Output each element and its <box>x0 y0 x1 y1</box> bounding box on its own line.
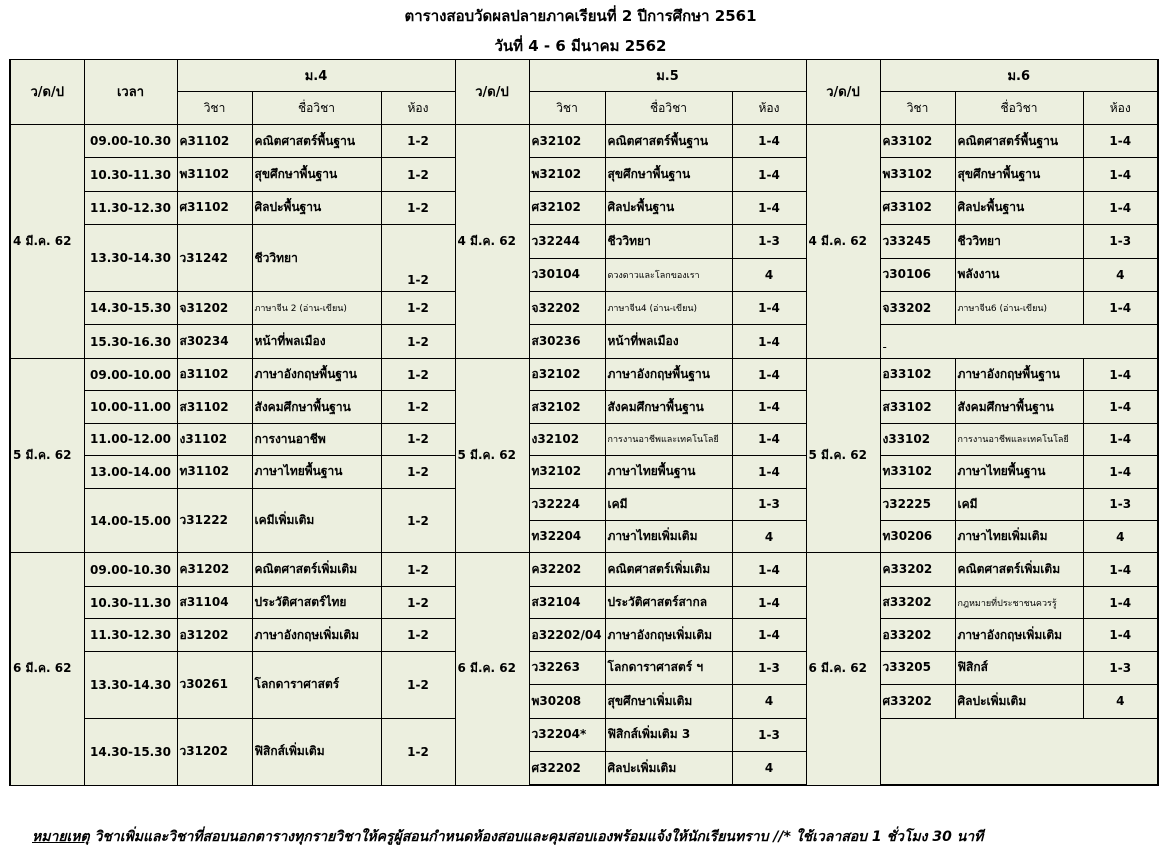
remark-text: วิชาเพิ่มและวิชาที่สอบนอกตารางทุกรายวิชาให้ครูผู้สอนกำหนดห้องสอบและคุมสอบเองพร้อมแจ้งให้นักเรียนทราบ //* ใช้เวลาสอบ 1 ชั่วโมง 30 นาที <box>89 829 984 845</box>
room-cell: 1-3 <box>1083 651 1158 684</box>
time-cell: 14.00-15.00 <box>84 488 177 553</box>
course-code: ว30104 <box>529 258 605 291</box>
day-cell: 6 มี.ค. 62 <box>806 553 880 785</box>
course-code: ว30106 <box>880 258 955 291</box>
course-code: จ32202 <box>529 292 605 325</box>
header-day: ว/ด/ป <box>10 60 84 125</box>
course-name: การงานอาชีพ <box>252 423 381 455</box>
header-m6: ม.6 <box>880 60 1158 92</box>
course-name: ประวัติศาสตร์ไทย <box>252 586 381 618</box>
course-code: ศ33202 <box>880 685 955 718</box>
course-code: พ30208 <box>529 685 605 718</box>
course-name: ศิลปะพื้นฐาน <box>252 191 381 224</box>
room-cell: 1-2 <box>381 225 455 292</box>
room-cell: 1-4 <box>732 423 806 455</box>
room-cell: 1-4 <box>732 586 806 618</box>
course-name: ภาษาอังกฤษพื้นฐาน <box>252 358 381 390</box>
room-cell: 4 <box>1083 521 1158 553</box>
course-code: ค32202 <box>529 553 605 586</box>
room-cell: 1-4 <box>1083 191 1158 224</box>
room-cell: 1-2 <box>381 586 455 618</box>
time-cell: 11.30-12.30 <box>84 191 177 224</box>
room-cell: 1-4 <box>1083 124 1158 157</box>
course-code: ว32225 <box>880 488 955 520</box>
course-code: ท32204 <box>529 521 605 553</box>
time-cell: 09.00-10.30 <box>84 553 177 586</box>
course-code: ง33102 <box>880 423 955 455</box>
header-code: วิชา <box>880 92 955 124</box>
course-name: การงานอาชีพและเทคโนโลยี <box>955 423 1083 455</box>
course-name: ภาษาไทยพื้นฐาน <box>605 456 732 488</box>
course-name: ภาษาอังกฤษเพิ่มเติม <box>252 619 381 651</box>
course-code: จ33202 <box>880 292 955 325</box>
room-cell: 1-4 <box>1083 456 1158 488</box>
room-cell: 1-3 <box>732 225 806 258</box>
day-cell: 6 มี.ค. 62 <box>455 553 529 785</box>
course-code: อ31202 <box>177 619 252 651</box>
room-cell: 1-4 <box>732 456 806 488</box>
course-code: ค32102 <box>529 124 605 157</box>
room-cell: 1-4 <box>1083 391 1158 423</box>
course-name: เคมี <box>605 488 732 520</box>
day-cell: 5 มี.ค. 62 <box>455 358 529 553</box>
course-name: ภาษาไทยเพิ่มเติม <box>955 521 1083 553</box>
day-cell: 5 มี.ค. 62 <box>806 358 880 553</box>
course-name: ศิลปะเพิ่มเติม <box>605 752 732 785</box>
course-code: ศ33102 <box>880 191 955 224</box>
header-name: ชื่อวิชา <box>605 92 732 124</box>
header-code: วิชา <box>529 92 605 124</box>
course-code: ท31102 <box>177 456 252 488</box>
course-name: คณิตศาสตร์พื้นฐาน <box>605 124 732 157</box>
header-m4: ม.4 <box>177 60 455 92</box>
header-name: ชื่อวิชา <box>955 92 1083 124</box>
room-cell: 1-2 <box>381 718 455 785</box>
header-room: ห้อง <box>381 92 455 124</box>
empty-slot <box>880 718 1158 785</box>
room-cell: 1-4 <box>1083 553 1158 586</box>
course-code: ส30236 <box>529 325 605 358</box>
header-day: ว/ด/ป <box>455 60 529 125</box>
course-name: คณิตศาสตร์เพิ่มเติม <box>955 553 1083 586</box>
course-code: ส33102 <box>880 391 955 423</box>
course-name: คณิตศาสตร์เพิ่มเติม <box>252 553 381 586</box>
room-cell: 1-2 <box>381 191 455 224</box>
course-code: ค33102 <box>880 124 955 157</box>
remark-note <box>32 826 1152 848</box>
course-name: คณิตศาสตร์เพิ่มเติม <box>605 553 732 586</box>
course-code: ว32224 <box>529 488 605 520</box>
course-name: กฎหมายที่ประชาชนควรรู้ <box>955 586 1083 618</box>
course-code: ส33202 <box>880 586 955 618</box>
course-name: โลกดาราศาสตร์ ฯ <box>605 651 732 684</box>
time-cell: 09.00-10.00 <box>84 358 177 390</box>
course-code: ส31104 <box>177 586 252 618</box>
day-cell: 5 มี.ค. 62 <box>10 358 84 553</box>
room-cell: 4 <box>1083 258 1158 291</box>
room-cell: 4 <box>732 752 806 785</box>
day-cell: 4 มี.ค. 62 <box>806 124 880 358</box>
course-name: พลังงาน <box>955 258 1083 291</box>
course-name: สุขศึกษาพื้นฐาน <box>955 158 1083 191</box>
course-code: ว32244 <box>529 225 605 258</box>
course-name: หน้าที่พลเมือง <box>605 325 732 358</box>
course-name: ภาษาไทยพื้นฐาน <box>955 456 1083 488</box>
course-code: ค33202 <box>880 553 955 586</box>
time-cell: 11.30-12.30 <box>84 619 177 651</box>
room-cell: 1-2 <box>381 325 455 358</box>
time-cell: 11.00-12.00 <box>84 423 177 455</box>
empty-slot-dash: - <box>880 325 1158 358</box>
course-code: พ33102 <box>880 158 955 191</box>
course-code: ค31102 <box>177 124 252 157</box>
course-name: ฟิสิกส์ <box>955 651 1083 684</box>
page-title: ตารางสอบวัดผลปลายภาคเรียนที่ 2 ปีการศึกษา 2561 <box>404 7 757 25</box>
course-code: อ33102 <box>880 358 955 390</box>
course-code: ท30206 <box>880 521 955 553</box>
course-name: คณิตศาสตร์พื้นฐาน <box>955 124 1083 157</box>
course-code: ค31202 <box>177 553 252 586</box>
course-code: จ31202 <box>177 292 252 325</box>
course-name: เคมีเพิ่มเติม <box>252 488 381 553</box>
room-cell: 4 <box>1083 685 1158 718</box>
room-cell: 4 <box>732 258 806 291</box>
course-name: ชีววิทยา <box>252 225 381 292</box>
course-name: สังคมศึกษาพื้นฐาน <box>605 391 732 423</box>
course-code: ศ32102 <box>529 191 605 224</box>
course-code: ส32102 <box>529 391 605 423</box>
room-cell: 1-2 <box>381 358 455 390</box>
course-code: อ32202/04 <box>529 619 605 651</box>
room-cell: 1-4 <box>732 191 806 224</box>
course-name: ภาษาอังกฤษพื้นฐาน <box>605 358 732 390</box>
course-code: ศ32202 <box>529 752 605 785</box>
room-cell: 1-4 <box>732 292 806 325</box>
room-cell: 1-3 <box>732 488 806 520</box>
course-name: ดวงดาวและโลกของเรา <box>605 258 732 291</box>
course-code: ว32204* <box>529 718 605 751</box>
room-cell: 1-4 <box>1083 292 1158 325</box>
course-name: ฟิสิกส์เพิ่มเติม 3 <box>605 718 732 751</box>
time-cell: 13.30-14.30 <box>84 651 177 718</box>
time-cell: 14.30-15.30 <box>84 718 177 785</box>
time-cell: 13.30-14.30 <box>84 225 177 292</box>
course-code: ท33102 <box>880 456 955 488</box>
course-name: ประวัติศาสตร์สากล <box>605 586 732 618</box>
remark-label: หมายเหตุ <box>32 829 90 845</box>
course-name: ภาษาอังกฤษเพิ่มเติม <box>955 619 1083 651</box>
day-cell: 4 มี.ค. 62 <box>455 124 529 358</box>
course-name: ภาษาจีน6 (อ่าน-เขียน) <box>955 292 1083 325</box>
day-cell: 4 มี.ค. 62 <box>10 124 84 358</box>
header-time: เวลา <box>84 60 177 125</box>
room-cell: 1-3 <box>1083 225 1158 258</box>
room-cell: 1-4 <box>1083 619 1158 651</box>
room-cell: 1-3 <box>732 718 806 751</box>
course-name: ชีววิทยา <box>955 225 1083 258</box>
course-name: สุขศึกษาพื้นฐาน <box>252 158 381 191</box>
course-code: ง31102 <box>177 423 252 455</box>
room-cell: 1-4 <box>732 619 806 651</box>
exam-schedule-table <box>9 59 1159 786</box>
header-name: ชื่อวิชา <box>252 92 381 124</box>
room-cell: 1-4 <box>1083 586 1158 618</box>
room-cell: 1-4 <box>732 358 806 390</box>
room-cell: 1-2 <box>381 488 455 553</box>
course-code: ง32102 <box>529 423 605 455</box>
course-code: ว31222 <box>177 488 252 553</box>
course-name: ศิลปะเพิ่มเติม <box>955 685 1083 718</box>
header-code: วิชา <box>177 92 252 124</box>
course-name: ภาษาจีน 2 (อ่าน-เขียน) <box>252 292 381 325</box>
room-cell: 1-4 <box>1083 158 1158 191</box>
header-day: ว/ด/ป <box>806 60 880 125</box>
room-cell: 1-2 <box>381 124 455 157</box>
header-room: ห้อง <box>732 92 806 124</box>
course-name: การงานอาชีพและเทคโนโลยี <box>605 423 732 455</box>
room-cell: 4 <box>732 685 806 718</box>
room-cell: 1-4 <box>732 158 806 191</box>
time-cell: 10.30-11.30 <box>84 586 177 618</box>
course-code: ส31102 <box>177 391 252 423</box>
room-cell: 1-2 <box>381 651 455 718</box>
room-cell: 1-4 <box>732 553 806 586</box>
room-cell: 1-4 <box>732 391 806 423</box>
course-code: ศ31102 <box>177 191 252 224</box>
room-cell: 1-3 <box>1083 488 1158 520</box>
time-cell: 09.00-10.30 <box>84 124 177 157</box>
room-cell: 1-3 <box>732 651 806 684</box>
course-name: สุขศึกษาพื้นฐาน <box>605 158 732 191</box>
course-name: ภาษาอังกฤษเพิ่มเติม <box>605 619 732 651</box>
room-cell: 1-4 <box>732 124 806 157</box>
course-name: ภาษาไทยเพิ่มเติม <box>605 521 732 553</box>
course-code: พ31102 <box>177 158 252 191</box>
course-code: พ32102 <box>529 158 605 191</box>
header-m5: ม.5 <box>529 60 806 92</box>
header-room: ห้อง <box>1083 92 1158 124</box>
time-cell: 13.00-14.00 <box>84 456 177 488</box>
course-name: ศิลปะพื้นฐาน <box>605 191 732 224</box>
room-cell: 4 <box>732 521 806 553</box>
room-cell: 1-2 <box>381 292 455 325</box>
course-name: สังคมศึกษาพื้นฐาน <box>252 391 381 423</box>
room-cell: 1-2 <box>381 423 455 455</box>
course-code: อ31102 <box>177 358 252 390</box>
course-name: สุขศึกษาเพิ่มเติม <box>605 685 732 718</box>
room-cell: 1-4 <box>1083 358 1158 390</box>
course-name: หน้าที่พลเมือง <box>252 325 381 358</box>
course-name: ฟิสิกส์เพิ่มเติม <box>252 718 381 785</box>
course-code: ว33245 <box>880 225 955 258</box>
time-cell: 10.00-11.00 <box>84 391 177 423</box>
course-code: ส30234 <box>177 325 252 358</box>
room-cell: 1-4 <box>732 325 806 358</box>
course-code: อ33202 <box>880 619 955 651</box>
course-code: ว30261 <box>177 651 252 718</box>
room-cell: 1-2 <box>381 619 455 651</box>
course-code: ว32263 <box>529 651 605 684</box>
page-subtitle: วันที่ 4 - 6 มีนาคม 2562 <box>494 37 667 55</box>
time-cell: 14.30-15.30 <box>84 292 177 325</box>
course-name: ภาษาอังกฤษพื้นฐาน <box>955 358 1083 390</box>
day-cell: 6 มี.ค. 62 <box>10 553 84 785</box>
course-name: เคมี <box>955 488 1083 520</box>
course-name: โลกดาราศาสตร์ <box>252 651 381 718</box>
course-code: ว31202 <box>177 718 252 785</box>
time-cell: 10.30-11.30 <box>84 158 177 191</box>
course-code: ส32104 <box>529 586 605 618</box>
course-name: ชีววิทยา <box>605 225 732 258</box>
room-cell: 1-2 <box>381 456 455 488</box>
course-code: อ32102 <box>529 358 605 390</box>
course-name: ภาษาไทยพื้นฐาน <box>252 456 381 488</box>
room-cell: 1-4 <box>1083 423 1158 455</box>
course-name: ภาษาจีน4 (อ่าน-เขียน) <box>605 292 732 325</box>
course-code: ว31242 <box>177 225 252 292</box>
room-cell: 1-2 <box>381 158 455 191</box>
course-name: ศิลปะพื้นฐาน <box>955 191 1083 224</box>
course-code: ท32102 <box>529 456 605 488</box>
room-cell: 1-2 <box>381 553 455 586</box>
course-code: ว33205 <box>880 651 955 684</box>
course-name: สังคมศึกษาพื้นฐาน <box>955 391 1083 423</box>
room-cell: 1-2 <box>381 391 455 423</box>
course-name: คณิตศาสตร์พื้นฐาน <box>252 124 381 157</box>
time-cell: 15.30-16.30 <box>84 325 177 358</box>
